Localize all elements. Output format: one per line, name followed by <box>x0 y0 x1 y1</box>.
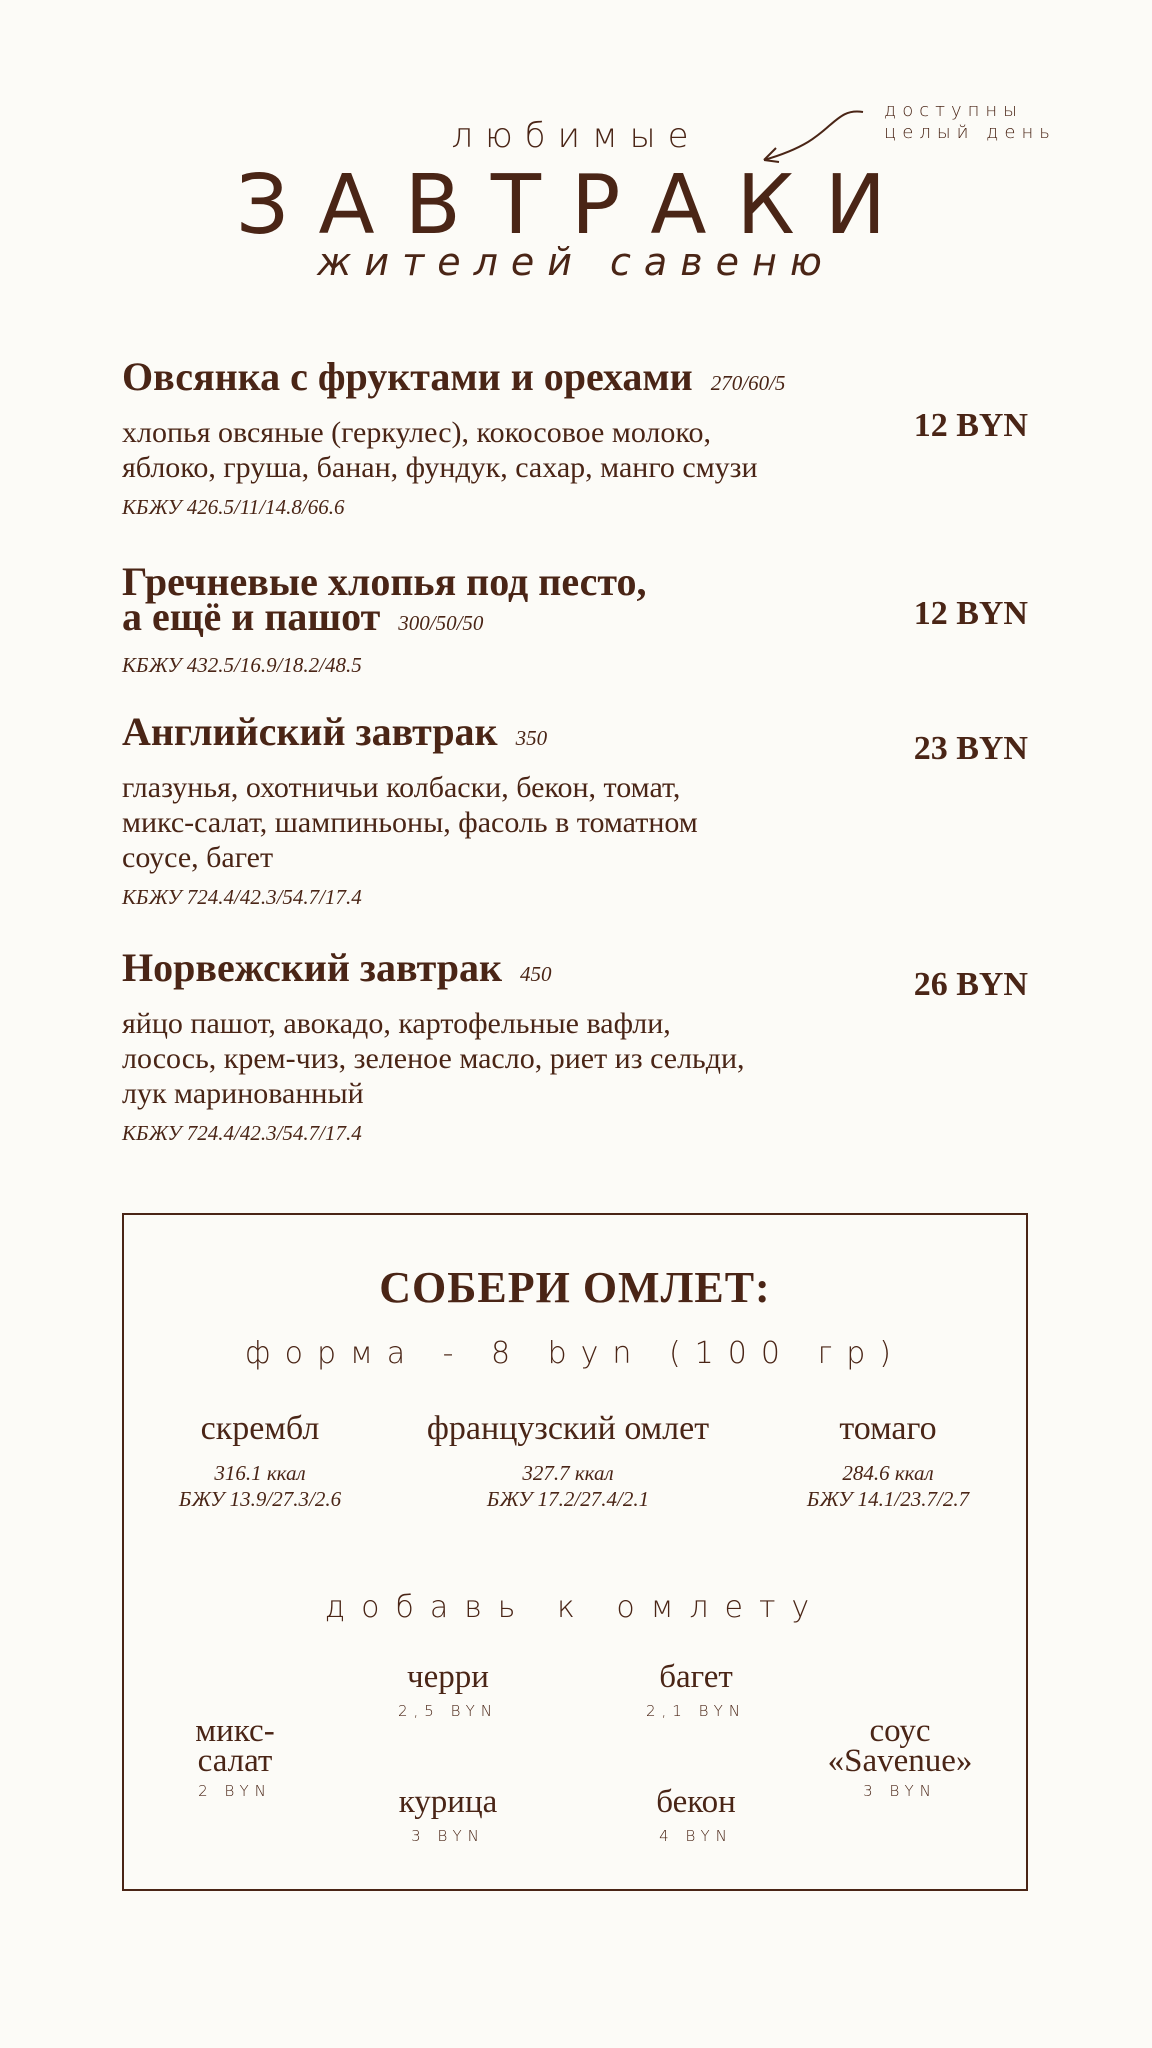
addon-name-line2: салат <box>197 1743 273 1779</box>
omelet-title: СОБЕРИ ОМЛЕТ: <box>379 1263 771 1312</box>
item-nutrition: КБЖУ 724.4/42.3/54.7/17.4 <box>122 885 362 909</box>
addon-name: черри <box>407 1659 489 1695</box>
addon-price: 2 BYN <box>198 1782 272 1800</box>
item-description: яйцо пашот, авокадо, картофельные вафли, лосось, крем-чиз, зеленое масло, риет из сельди, лук маринованный <box>122 1007 745 1110</box>
menu-item-norwegian-breakfast <box>122 945 745 1146</box>
addons-title: добавь к омлету <box>324 1590 826 1625</box>
addon-name-line2: «Savenue» <box>827 1743 973 1779</box>
addon-price: 2,1 BYN <box>645 1702 746 1720</box>
page-title: ЗАВТРАКИ <box>235 158 917 253</box>
addon-sauce-savenue <box>810 1713 990 1800</box>
item-weight: 270/60/5 <box>710 371 786 395</box>
item-price: 12 BYN <box>913 595 1028 632</box>
option-name: скрембл <box>200 1410 320 1447</box>
menu-item-buckwheat <box>122 559 647 678</box>
item-nutrition: КБЖУ 432.5/16.9/18.2/48.5 <box>122 653 362 677</box>
item-title: Английский завтрак 350 <box>122 709 548 754</box>
option-kcal: 327.7 ккал <box>522 1461 614 1485</box>
option-bju: БЖУ 14.1/23.7/2.7 <box>806 1487 970 1511</box>
item-price: 26 BYN <box>913 966 1028 1003</box>
header-subtitle: жителей савеню <box>317 240 835 284</box>
availability-note <box>884 100 1056 144</box>
option-bju: БЖУ 17.2/27.4/2.1 <box>486 1487 650 1511</box>
option-bju: БЖУ 13.9/27.3/2.6 <box>178 1487 342 1511</box>
addon-price: 4 BYN <box>659 1827 733 1845</box>
addon-chicken <box>358 1784 538 1845</box>
item-description: глазунья, охотничьи колбаски, бекон, томат, микс-салат, шампиньоны, фасоль в томатном соусе, багет <box>122 771 698 874</box>
omelet-option-tamago <box>778 1412 998 1512</box>
addon-mix-salad <box>155 1713 315 1800</box>
menu-item-oatmeal <box>122 354 786 520</box>
item-title: Овсянка с фруктами и орехами 270/60/5 <box>122 354 786 399</box>
addon-price: 2,5 BYN <box>397 1702 498 1720</box>
addon-name: соус <box>869 1713 931 1749</box>
item-nutrition: КБЖУ 724.4/42.3/54.7/17.4 <box>122 1121 362 1145</box>
addon-cherry <box>358 1659 538 1720</box>
item-weight: 300/50/50 <box>398 611 484 635</box>
item-price: 23 BYN <box>913 730 1028 767</box>
addon-name: микс- <box>195 1713 275 1749</box>
item-title: Норвежский завтрак 450 <box>122 945 552 990</box>
availability-note-line2: целый день <box>884 122 1056 143</box>
addon-price: 3 BYN <box>411 1827 485 1845</box>
addon-name: курица <box>398 1784 498 1820</box>
omelet-option-french <box>388 1412 748 1512</box>
item-title-line2: а ещё и пашот 300/50/50 <box>122 594 484 639</box>
omelet-form-price: форма - 8 byn (100 гр) <box>245 1336 905 1371</box>
addon-name: бекон <box>656 1784 736 1820</box>
addon-bacon <box>606 1784 786 1845</box>
item-title: Гречневые хлопья под песто, <box>122 559 647 604</box>
addon-baguette <box>606 1659 786 1720</box>
addon-price: 3 BYN <box>863 1782 937 1800</box>
item-description: хлопья овсяные (геркулес), кокосовое молоко, яблоко, груша, банан, фундук, сахар, манго смузи <box>122 416 758 484</box>
header-top-text: любимые <box>451 116 701 156</box>
item-nutrition: КБЖУ 426.5/11/14.8/66.6 <box>122 495 345 519</box>
option-kcal: 316.1 ккал <box>214 1461 306 1485</box>
menu-item-english-breakfast <box>122 709 698 910</box>
item-price: 12 BYN <box>913 407 1028 444</box>
availability-note-line1: доступны <box>884 100 1023 121</box>
option-kcal: 284.6 ккал <box>842 1461 934 1485</box>
item-weight: 450 <box>520 962 552 986</box>
option-name: французский омлет <box>426 1410 710 1447</box>
omelet-option-scramble <box>150 1412 370 1512</box>
option-name: томаго <box>839 1410 937 1447</box>
addon-name: багет <box>659 1659 733 1695</box>
arrow-icon <box>748 104 868 164</box>
item-weight: 350 <box>515 726 548 750</box>
